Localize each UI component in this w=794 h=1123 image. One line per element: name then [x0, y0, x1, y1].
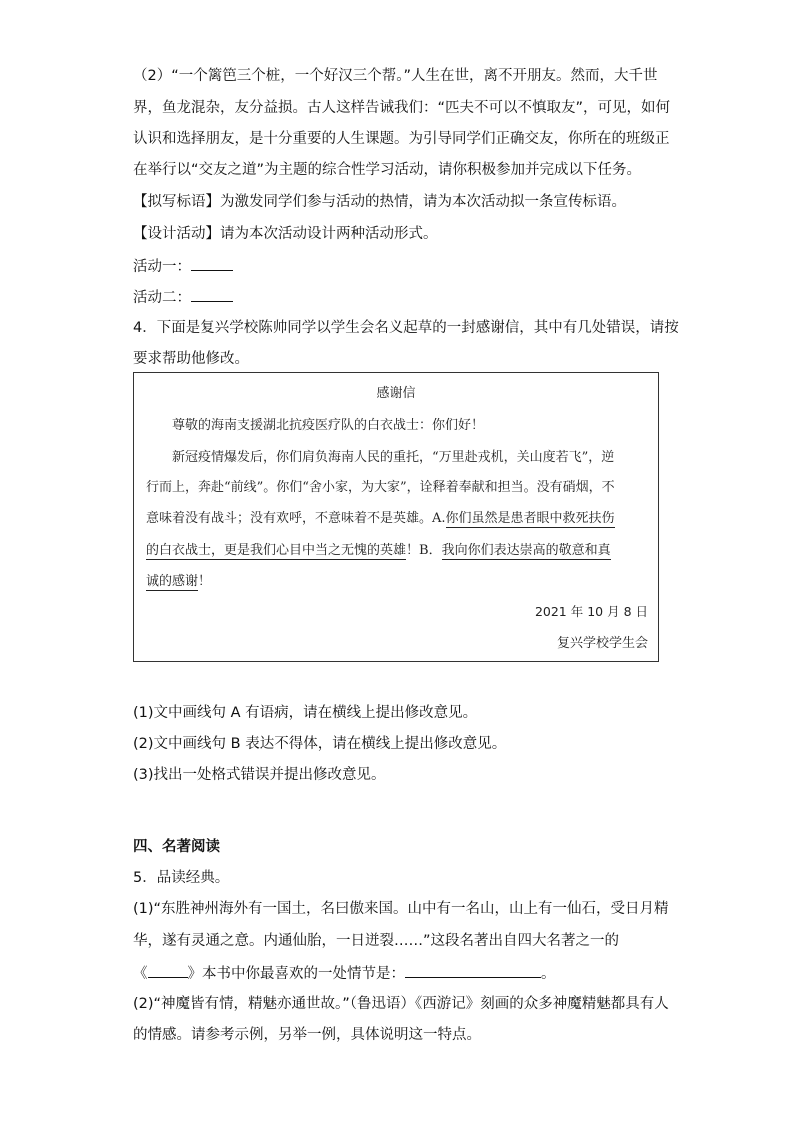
q4-sub-3: (3)找出一处格式错误并提出修改意见。 [133, 767, 386, 783]
thank-you-letter-box [133, 372, 659, 662]
q5-sub-1-line-2: 华，遂有灵通之意。内通仙胎，一日迸裂……”这段名著出自四大名著之一的 [133, 933, 620, 949]
activity-two-line [133, 287, 233, 308]
q3-paragraph-line-3: 认识和选择朋友，是十分重要的人生课题。为引导同学们正确交友，你所在的班级正 [133, 131, 670, 147]
q3-paragraph-line-4: 在举行以“交友之道”为主题的综合性学习活动，请你积极参加并完成以下任务。 [133, 162, 642, 178]
q5-stem: 5．品读经典。 [133, 870, 230, 886]
letter-body-line-1: 新冠疫情爆发后，你们肩负海南人民的重托，“万里赴戎机，关山度若飞”，逆 [172, 450, 615, 465]
q4-stem-line-1: 4．下面是复兴学校陈帅同学以学生会名义起草的一封感谢信，其中有几处错误，请按 [133, 320, 679, 336]
activity-two-label: 活动二： [133, 290, 191, 306]
letter-body-line-5 [146, 573, 211, 591]
q4-stem-line-2: 要求帮助他修改。 [133, 351, 249, 367]
q5-sub-1-line-3 [133, 963, 556, 984]
letter-signer: 复兴学校学生会 [556, 636, 648, 651]
letter-body-line-3-text: 意味着没有战斗；没有欢呼，不意味着不是英雄。A. [146, 511, 446, 526]
q3-paragraph-line-2: 界，鱼龙混杂，友分益损。古人这样告诫我们：“匹夫不可以不慎取友”，可见，如何 [133, 100, 671, 116]
activity-one-label: 活动一： [133, 259, 191, 275]
letter-date: 2021 年 10 月 8 日 [534, 604, 648, 619]
letter-body-line-3 [146, 510, 615, 528]
sentence-b-part-1: 我向你们表达崇高的敬意和真 [441, 543, 611, 558]
book-title-blank[interactable] [148, 963, 188, 978]
q5-sub-1-line-1: (1)“东胜神州海外有一国土，名曰傲来国。山中有一名山，山上有一仙石，受日月精 [133, 901, 669, 917]
q3-design-task: 【设计活动】请为本次活动设计两种活动形式。 [133, 226, 438, 242]
letter-body-line-2: 行而上，奔赴“前线”。你们“舍小家，为大家”，诠释着奉献和担当。没有硝烟，不 [146, 480, 615, 495]
activity-one-line [133, 256, 233, 277]
section-heading: 四、名著阅读 [133, 839, 220, 855]
line-end-mark: 。 [541, 966, 556, 982]
sentence-b-marker: ！B． [406, 543, 442, 558]
letter-greeting: 尊敬的海南支援湖北抗疫医疗队的白衣战士：你们好！ [172, 418, 485, 433]
q3-slogan-task: 【拟写标语】为激发同学们参与活动的热情，请为本次活动拟一条宣传标语。 [133, 194, 626, 210]
q4-sub-1: (1)文中画线句 A 有语病，请在横线上提出修改意见。 [133, 705, 478, 721]
activity-one-blank[interactable] [191, 256, 233, 271]
letter-body-end-mark: ！ [198, 574, 212, 589]
q3-paragraph-line-1: （2）“一个篱笆三个桩，一个好汉三个帮。”人生在世，离不开朋友。然而，大千世 [133, 68, 658, 84]
q4-sub-2: (2)文中画线句 B 表达不得体，请在横线上提出修改意见。 [133, 736, 507, 752]
q5-sub-2-line-2: 的情感。请参考示例，另举一例，具体说明这一特点。 [133, 1027, 481, 1043]
q5-sub-2-line-1: (2)“神魔皆有情，精魅亦通世故。”（鲁迅语）《西游记》刻画的众多神魔精魅都具有人 [133, 996, 669, 1012]
activity-two-blank[interactable] [191, 287, 233, 302]
book-title-open: 《 [133, 966, 148, 982]
favorite-plot-blank[interactable] [405, 963, 541, 978]
sentence-a-part-1: 你们虽然是患者眼中救死扶伤 [445, 511, 615, 526]
sentence-a-part-2: 的白衣战士，更是我们心目中当之无愧的英雄 [146, 543, 407, 558]
letter-title: 感谢信 [376, 386, 416, 401]
favorite-plot-prompt: 》本书中你最喜欢的一处情节是： [187, 966, 405, 982]
sentence-b-part-2: 诚的感谢 [146, 574, 199, 589]
letter-body-line-4 [146, 542, 611, 560]
